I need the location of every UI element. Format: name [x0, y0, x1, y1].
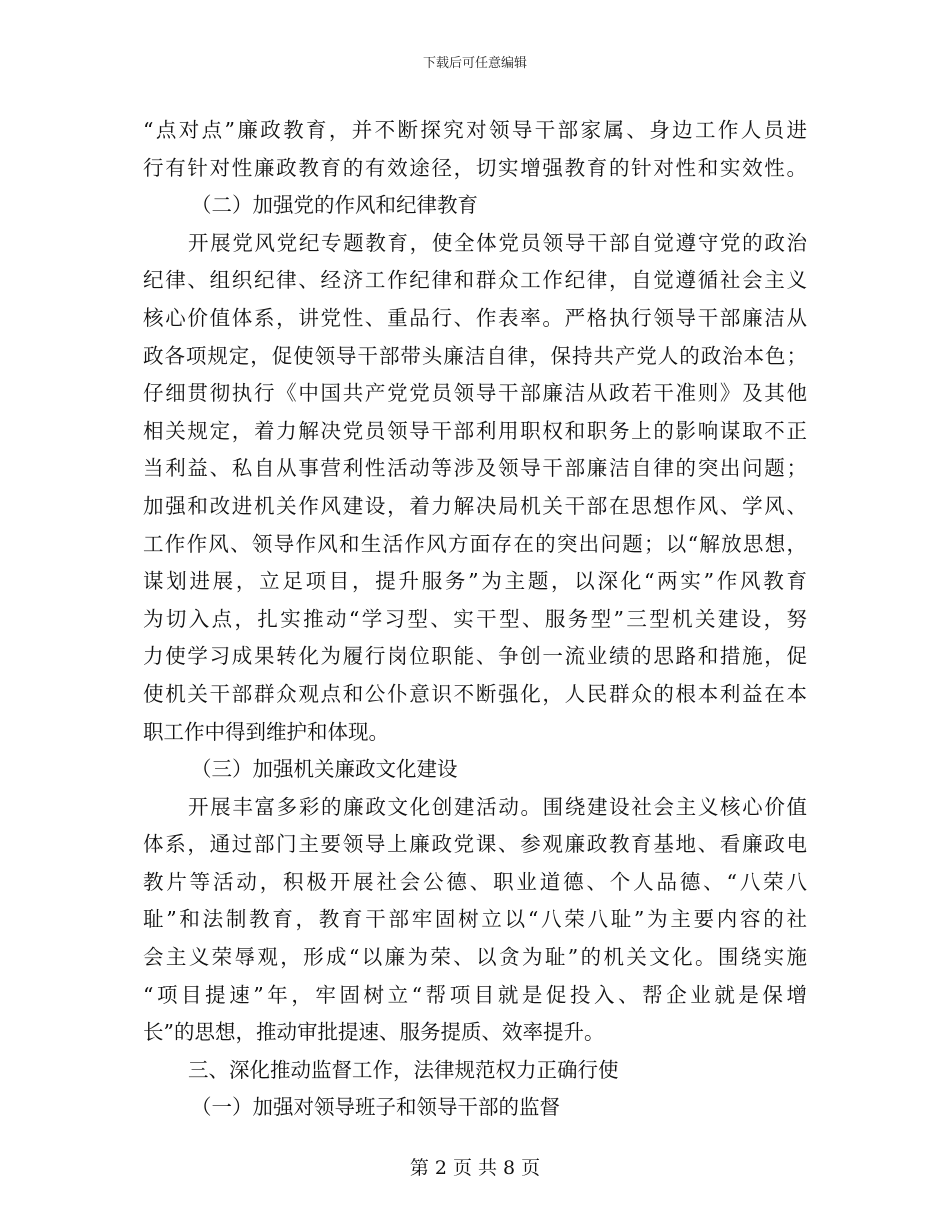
- paragraph-line: 谋划进展，立足项目，提升服务”为主题，以深化“两实”作风教育: [143, 569, 807, 594]
- paragraph-line: 当利益、私自从事营利性活动等涉及领导干部廉洁自律的突出问题；: [143, 456, 807, 481]
- paragraph-line: 仔细贯彻执行《中国共产党党员领导干部廉洁从政若干准则》及其他: [143, 381, 807, 406]
- paragraph-line: 行有针对性廉政教育的有效途径，切实增强教育的针对性和实效性。: [143, 155, 807, 180]
- paragraph-line: 耻”和法制教育，教育干部牢固树立以“八荣八耻”为主要内容的社: [143, 907, 807, 932]
- paragraph-line: 政各项规定，促使领导干部带头廉洁自律，保持共产党人的政治本色；: [143, 343, 807, 368]
- paragraph-line: 为切入点，扎实推动“学习型、实干型、服务型”三型机关建设，努: [143, 606, 807, 631]
- section-heading: （一）加强对领导班子和领导干部的监督: [191, 1095, 560, 1120]
- paragraph-line: 工作作风、领导作风和生活作风方面存在的突出问题；以“解放思想，: [143, 531, 807, 556]
- paragraph-line: 使机关干部群众观点和公仆意识不断强化，人民群众的根本利益在本: [143, 681, 807, 706]
- paragraph-line: 相关规定，着力解决党员领导干部利用职权和职务上的影响谋取不正: [143, 418, 807, 443]
- page-number-footer: 第 2 页 共 8 页: [409, 1157, 541, 1179]
- section-heading: （三）加强机关廉政文化建设: [191, 757, 458, 782]
- paragraph-line: 体系，通过部门主要领导上廉政党课、参观廉政教育基地、看廉政电: [143, 832, 807, 857]
- section-heading: （二）加强党的作风和纪律教育: [191, 193, 478, 218]
- document-body: [143, 112, 807, 1127]
- paragraph-line: 加强和改进机关作风建设，着力解决局机关干部在思想作风、学风、: [143, 493, 807, 518]
- paragraph-line: 纪律、组织纪律、经济工作纪律和群众工作纪律，自觉遵循社会主义: [143, 268, 807, 293]
- paragraph-line: 会主义荣辱观，形成“以廉为荣、以贪为耻”的机关文化。围绕实施: [143, 945, 807, 970]
- paragraph-line: 核心价值体系，讲党性、重品行、作表率。严格执行领导干部廉洁从: [143, 305, 807, 330]
- section-heading: 三、深化推动监督工作，法律规范权力正确行使: [188, 1057, 619, 1082]
- paragraph-line: 教片等活动，积极开展社会公德、职业道德、个人品德、“八荣八: [143, 869, 807, 894]
- paragraph-line: 开展丰富多彩的廉政文化创建活动。围绕建设社会主义核心价值: [188, 794, 807, 819]
- page-header-note: 下载后可任意编辑: [422, 56, 527, 71]
- paragraph-line: 开展党风党纪专题教育，使全体党员领导干部自觉遵守党的政治: [188, 230, 807, 255]
- paragraph-line: 长”的思想，推动审批提速、服务提质、效率提升。: [143, 1020, 605, 1045]
- paragraph-line: 力使学习成果转化为履行岗位职能、争创一流业绩的思路和措施，促: [143, 644, 807, 669]
- paragraph-line: “点对点”廉政教育，并不断探究对领导干部家属、身边工作人员进: [143, 118, 807, 142]
- paragraph-line: “项目提速”年，牢固树立“帮项目就是促投入、帮企业就是保增: [143, 982, 807, 1007]
- paragraph-line: 职工作中得到维护和体现。: [143, 719, 389, 744]
